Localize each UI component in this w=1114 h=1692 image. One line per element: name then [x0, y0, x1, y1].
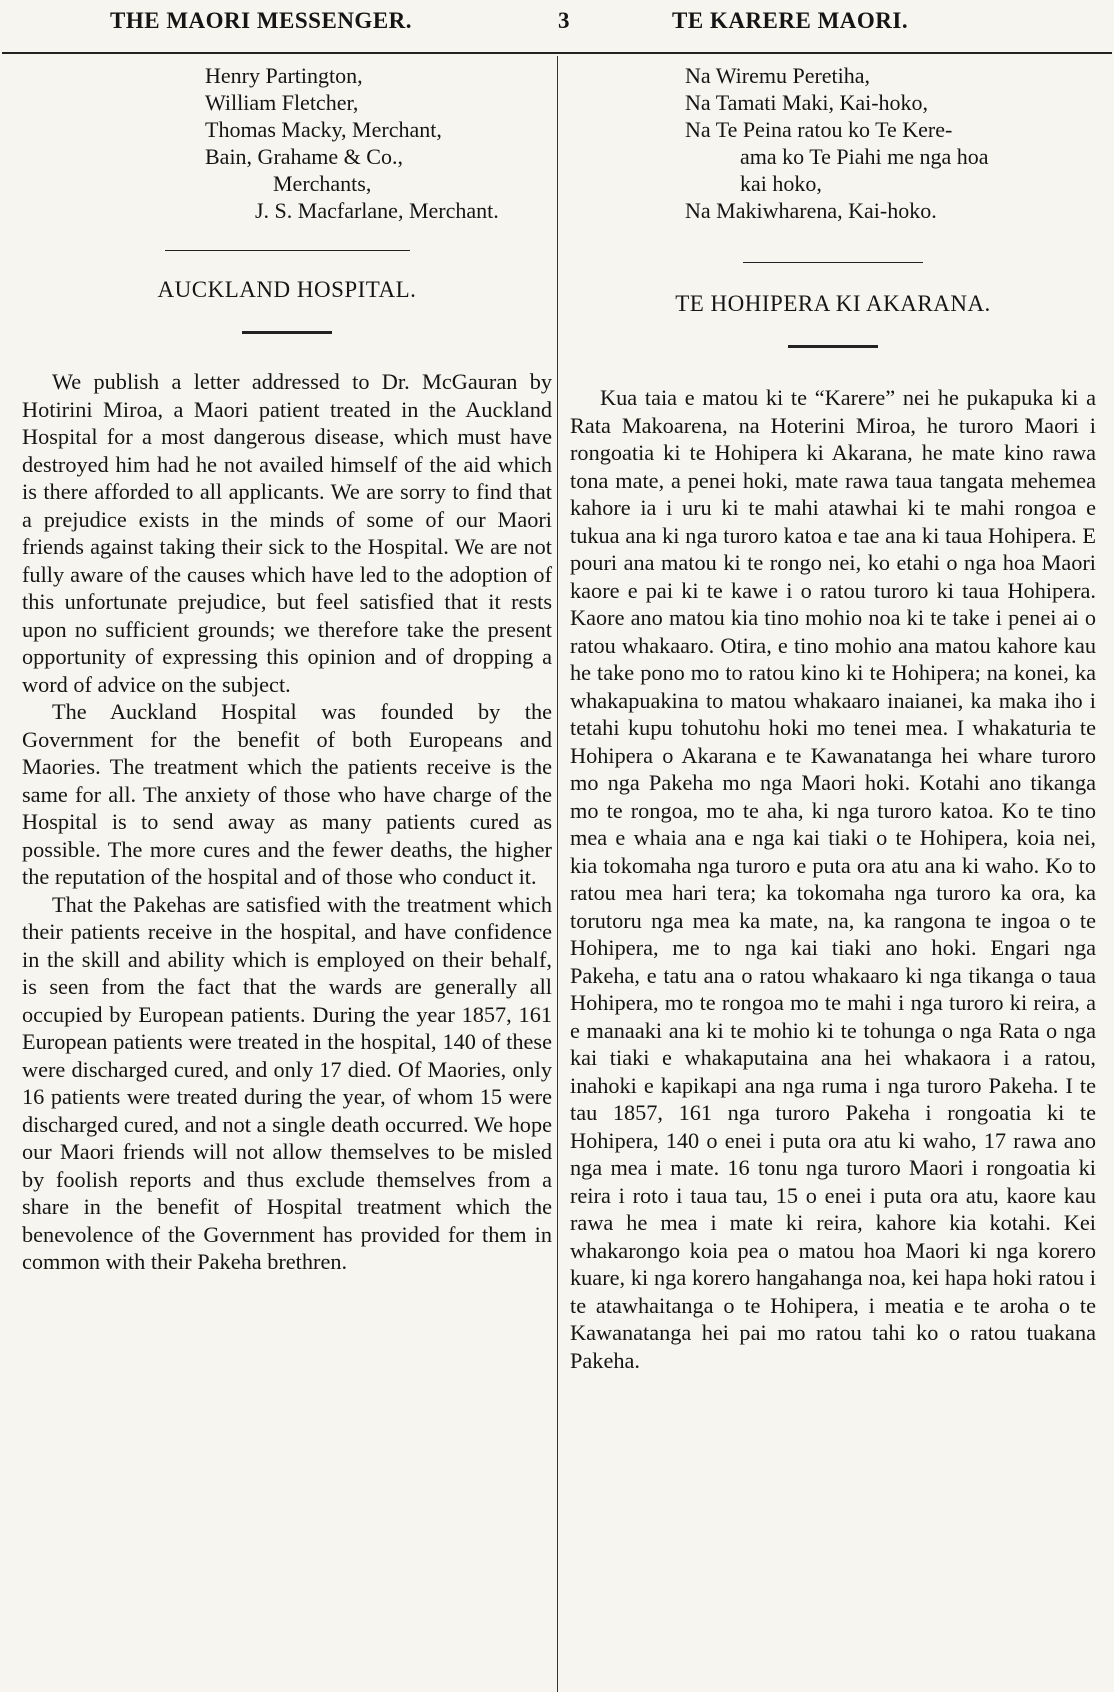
signatory: Na Wiremu Peretiha,: [685, 63, 871, 88]
maori-column: [570, 62, 1096, 1374]
column-divider: [557, 56, 558, 1692]
english-column: [22, 62, 552, 1276]
english-heading: AUCKLAND HOSPITAL.: [157, 277, 417, 302]
article-paragraph: That the Pakehas are satisfied with the treatment which their patients receive in the hospital, and have confidence in the skill and ability which is employed on their behalf, is seen from the fact that the wards are generally all occupied by European patients. During the year 1857, 161 European patients were treated in the hospital, 140 of these were discharged cured, and only 17 died. Of Maories, only 16 patients were treated during the year, of whom 15 were discharged cured, and not a single death occurred. We hope our Maori friends will not allow themselves to be misled by foolish reports and thus exclude themselves from a share in the benefit of Hospital treatment which the benevolence of the Government has provided for them in common with their Pakeha brethren.: [22, 891, 552, 1274]
signatory: ama ko Te Piahi me nga hoa: [740, 144, 989, 169]
page-number: 3: [558, 8, 570, 33]
signatory: William Fletcher,: [205, 90, 359, 115]
signatory: Na Makiwharena, Kai-hoko.: [685, 198, 937, 223]
maori-signatories: [685, 62, 1096, 224]
english-article: [22, 368, 552, 1276]
signatory: Bain, Grahame & Co.,: [205, 144, 403, 169]
heading-rule: [788, 345, 878, 348]
section-rule: [165, 250, 410, 251]
signatory: Na Te Peina ratou ko Te Kere-: [685, 117, 953, 142]
signatory: Merchants,: [273, 171, 372, 196]
heading-rule: [242, 331, 332, 334]
maori-heading: TE HOHIPERA KI AKARANA.: [675, 291, 991, 316]
signatory: J. S. Macfarlane, Merchant.: [255, 198, 499, 223]
article-paragraph: We publish a letter addressed to Dr. McGauran by Hotirini Miroa, a Maori patient treated in the Auckland Hospital for a most dangerous disease, which must have destroyed him had he not availed himself of the aid which is there afforded to all applicants. We are sorry to find that a prejudice exists in the minds of some of our Maori friends against taking their sick to the Hospital. We are not fully aware of the causes which have led to the adoption of this unfortunate prejudice, but feel satisfied that it rests upon no sufficient grounds; we therefore take the present opportunity of expressing this opinion and of dropping a word of advice on the subject.: [22, 369, 552, 697]
masthead-rule: [2, 52, 1112, 54]
article-paragraph: Kua taia e matou ki te “Karere” nei he pukapuka ki a Rata Makoarena, na Hoterini Miroa, he turoro Maori i rongoatia ki te Hohipera ki Akarana, he mate kino rawa tona mate, a penei hoki, mate rawa taua tangata mehemea kahore ia i uru ki te mahi atawhai ki te mahi rongoa e tukua ana ki nga turoro katoa e tae ana ki taua Hohipera. E pouri ana matou ki te rongo nei, ko etahi o nga hoa Maori kaore e pai ki te kawe i o ratou turoro ki taua Hohipera. Kaore ano matou kia tino mohio noa ki te take i penei ai o ratou whakaaro. Otira, e tino mohio ana matou kahore kau he take pono mo to ratou kino ki te Hohipera; na konei, ka whakapuakina to matou whakaaro inaianei, ka maka iho i tetahi kupu tohutohu hoki mo tenei mea. I whakaturia te Hohipera o Akarana e te Kawanatanga hei whare turoro mo nga Pakeha mo nga Maori hoki. Kotahi ano tikanga mo te rongoa, mo te aha, ki nga turoro katoa. Ko te tino mea e whaia ana e nga kai tiaki o te Hohipera, koia nei, kia tokomaha nga turoro e puta ora atu ana ki waho. Ko to ratou mea hari tera; ka tokomaha nga turoro ka ora, ka torutoru nga mea ka mate, na, ka rangona te ingoa o te Hohipera, me to nga kai tiaki ano hoki. Engari nga Pakeha, e tatu ana o ratou whakaaro ki nga tikanga o taua Hohipera, mo te rongoa mo te mahi i nga turoro ki reira, a e manaaki ana ki te mohio ki te tohunga o nga Rata o nga kai tiaki e whakaputaina ana hei whakaora i a ratou, inahoki e kapikapi ana nga ruma i nga turoro Pakeha. I te tau 1857, 161 nga turoro Pakeha i rongoatia ki te Hohipera, 140 o enei i puta ora atu ki waho, 17 rawa ano nga mea i mate. 16 tonu nga turoro Maori i rongoatia ki reira i roto i taua tau, 15 o enei i puta ora atu, kaore kau rawa he mea i mate ki reira, kahore kia kotahi. Kei whakarongo koia pea o matou hoa Maori ki nga korero kuare, ki nga korero hangahanga noa, kei hapa hoki ratou i te atawhaitanga o te Hohipera, i meatia e te aroha o te Kawanatanga hei pai mo ratou tahi ko o ratou tuakana Pakeha.: [570, 385, 1096, 1373]
masthead-english-title: THE MAORI MESSENGER.: [110, 8, 413, 33]
signatory: Henry Partington,: [205, 63, 363, 88]
english-signatories: [205, 62, 552, 224]
signatory: Thomas Macky, Merchant,: [205, 117, 442, 142]
signatory: kai hoko,: [740, 171, 822, 196]
signatory: Na Tamati Maki, Kai-hoko,: [685, 90, 929, 115]
masthead-maori-title: TE KARERE MAORI.: [672, 8, 909, 33]
article-paragraph: The Auckland Hospital was founded by the Government for the benefit of both Europeans and Maories. The treatment which the patients receive is the same for all. The anxiety of those who have charge of the Hospital is to send away as many patients cured as possible. The more cures and the fewer deaths, the higher the reputation of the hospital and of those who conduct it.: [22, 699, 552, 889]
masthead: [0, 0, 1114, 52]
section-rule: [743, 262, 923, 263]
maori-article: [570, 384, 1096, 1374]
